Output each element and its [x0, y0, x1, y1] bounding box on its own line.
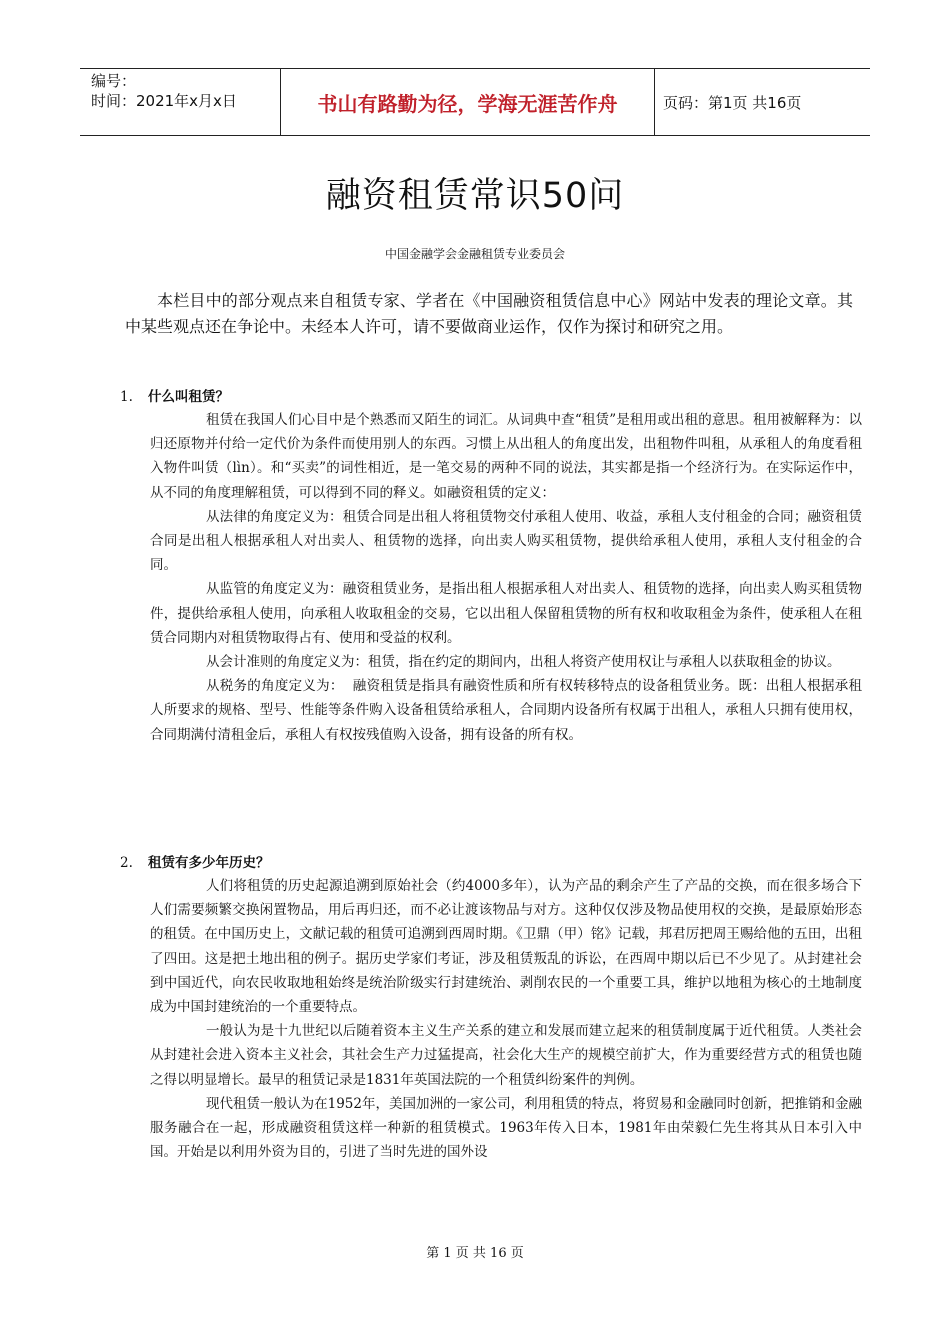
section-2 [120, 852, 865, 1164]
section-paragraph: 从法律的角度定义为：租赁合同是出租人将租赁物交付承租人使用、收益，承租人支付租金的合同；融资租赁合同是出租人根据承租人对出卖人、租赁物的选择，向出卖人购买租赁物，提供给承租人使用，承租人支付租金的合同。 [150, 508, 862, 574]
section-title: 什么叫租赁？ [148, 389, 229, 405]
document-number-label: 编号： [91, 72, 137, 90]
section-paragraph: 租赁在我国人们心目中是个熟悉而又陌生的词汇。从词典中查“租赁”是租用或出租的意思。租用被解释为：以归还原物并付给一定代价为条件而使用别人的东西。习惯上从出租人的角度出发，出租物件叫租，从承租人的角度看租入物件叫赁（lìn）。和“买卖”的词性相近，是一笔交易的两种不同的说法，其实都是指一个经济行为。在实际运作中，从不同的角度理解租赁，可以得到不同的释义。如融资租赁的定义： [150, 412, 862, 501]
section-number: 1. [120, 389, 133, 405]
section-heading [120, 852, 865, 874]
section-paragraph: 从税务的角度定义为： 融资租赁是指具有融资性质和所有权转移特点的设备租赁业务。既：出租人根据承租人所要求的规格、型号、性能等条件购入设备租赁给承租人，合同期内设备所有权属于出租人，承租人只拥有使用权，合同期满付清租金后，承租人有权按残值购入设备，拥有设备的所有权。 [150, 678, 862, 743]
section-paragraph: 从监管的角度定义为：融资租赁业务，是指出租人根据承租人对出卖人、租赁物的选择，向出卖人购买租赁物件，提供给承租人使用，向承租人收取租金的交易，它以出租人保留租赁物的所有权和收取租金为条件，使承租人在租赁合同期内对租赁物取得占有、使用和受益的权利。 [150, 581, 862, 646]
section-paragraph: 现代租赁一般认为在1952年，美国加洲的一家公司，利用租赁的特点，将贸易和金融同时创新，把推销和金融服务融合在一起，形成融资租赁这样一种新的租赁模式。1963年传入日本，1981年由荣毅仁先生将其从日本引入中国。开始是以利用外资为目的，引进了当时先进的国外设 [150, 1095, 862, 1161]
page-header [80, 68, 870, 136]
section-number: 2. [120, 855, 133, 871]
section-heading [120, 386, 865, 408]
section-title: 租赁有多少年历史？ [148, 855, 270, 871]
document-title: 融资租赁常识50问 [325, 176, 625, 216]
header-motto: 书山有路勤为径，学海无涯苦作舟 [280, 69, 655, 135]
page-footer: 第 1 页 共 16 页 [426, 1246, 524, 1261]
section-paragraph: 从会计准则的角度定义为：租赁，指在约定的期间内，出租人将资产使用权让与承租人以获取租金的协议。 [206, 654, 841, 671]
document-subtitle: 中国金融学会金融租赁专业委员会 [384, 247, 565, 261]
section-1 [120, 386, 865, 747]
section-paragraph: 人们将租赁的历史起源追溯到原始社会（约4000多年），认为产品的剩余产生了产品的交换，而在很多场合下人们需要频繁交换闲置物品，用后再归还，而不必让渡该物品与对方。这种仅仅涉及物品使用权的交换，是最原始形态的租赁。在中国历史上，文献记载的租赁可追溯到西周时期。《卫鼎（甲）铭》记载，邦君厉把周王赐给他的五田，出租了四田。这是把土地出租的例子。据历史学家们考证，涉及租赁叛乱的诉讼，在西周中期以后已不少见了。从封建社会到中国近代，向农民收取地租始终是统治阶级实行封建统治、剥削农民的一个重要工具，维护以地租为核心的土地制度成为中国封建统治的一个重要特点。 [150, 878, 862, 1016]
intro-paragraph: 本栏目中的部分观点来自租赁专家、学者在《中国融资租赁信息中心》网站中发表的理论文章。其中某些观点还在争论中。未经本人许可，请不要做商业运作，仅作为探讨和研究之用。 [125, 291, 853, 336]
header-page-info: 页码：第1页 共16页 [663, 93, 802, 112]
header-meta [80, 69, 280, 135]
document-time-label: 时间：2021年x月x日 [91, 92, 237, 110]
section-paragraph: 一般认为是十九世纪以后随着资本主义生产关系的建立和发展而建立起来的租赁制度属于近代租赁。人类社会从封建社会进入资本主义社会，其社会生产力过猛提高，社会化大生产的规模空前扩大，作为重要经营方式的租赁也随之得以明显增长。最早的租赁记录是1831年英国法院的一个租赁纠纷案件的判例。 [150, 1023, 862, 1088]
